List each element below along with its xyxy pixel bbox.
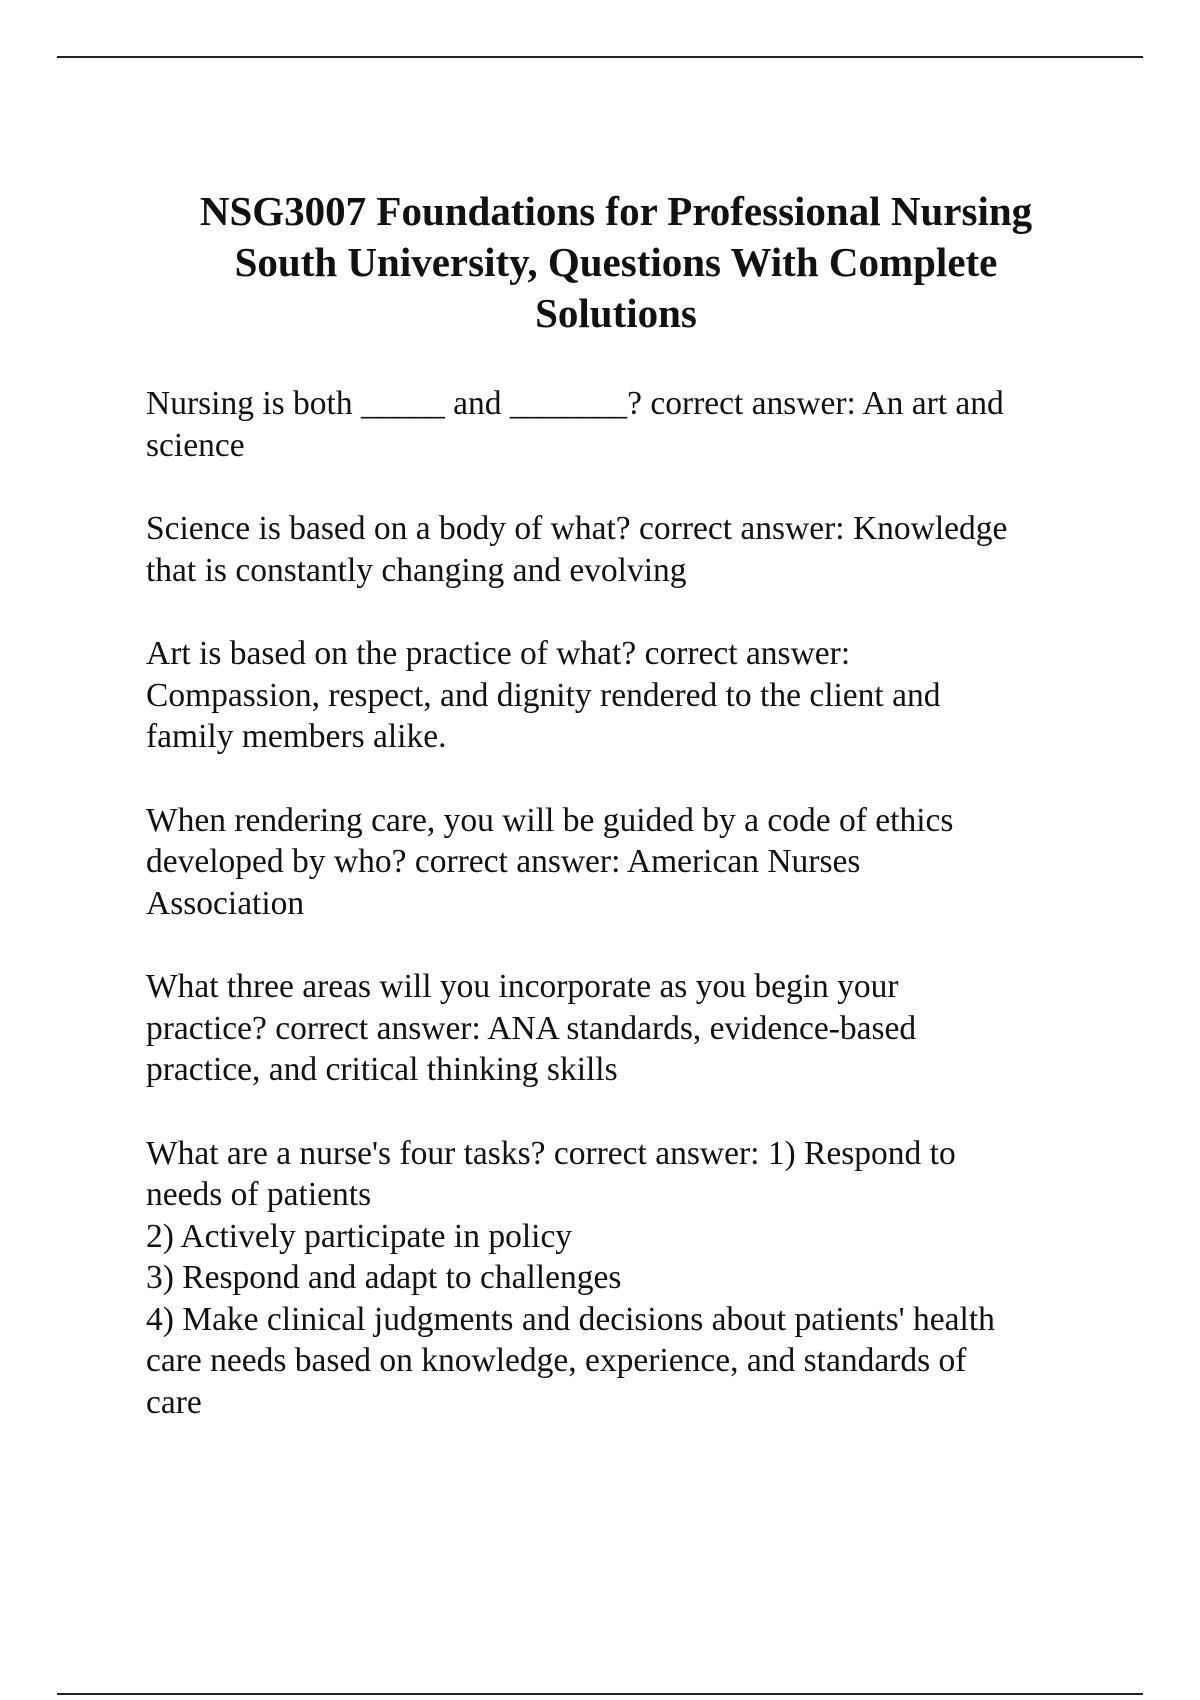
qa-item-art-practice — [146, 633, 1086, 758]
qa-line: developed by who? correct answer: American Nurses — [146, 843, 861, 880]
title-line: Solutions — [535, 290, 697, 336]
qa-line: Art is based on the practice of what? correct answer: — [146, 635, 851, 672]
document-page — [146, 186, 1086, 1465]
qa-line: When rendering care, you will be guided by a code of ethics — [146, 801, 954, 839]
title-line: NSG3007 Foundations for Professional Nursing — [199, 188, 1033, 234]
document-title — [146, 186, 1086, 339]
qa-item-three-areas — [146, 966, 1086, 1091]
qa-line: What three areas will you incorporate as you begin your — [146, 968, 899, 1005]
title-line: South University, Questions With Complete — [234, 239, 998, 285]
qa-list — [146, 383, 1086, 1423]
qa-line: Science is based on a body of what? correct answer: Knowledge — [146, 510, 1008, 547]
qa-line: 2) Actively participate in policy — [146, 1217, 573, 1255]
qa-line: 4) Make clinical judgments and decisions about patients' health — [146, 1300, 995, 1338]
qa-line: care — [146, 1383, 202, 1421]
qa-line: science — [146, 426, 245, 464]
top-rule — [57, 56, 1143, 58]
qa-line: needs of patients — [146, 1176, 372, 1213]
qa-line: that is constantly changing and evolving — [146, 551, 687, 589]
qa-item-science-knowledge — [146, 508, 1086, 591]
qa-line: Nursing is both _____ and _______? correct answer: An art and — [146, 385, 1004, 422]
qa-line: 3) Respond and adapt to challenges — [146, 1259, 622, 1296]
qa-item-four-tasks — [146, 1133, 1086, 1424]
qa-line: family members alike. — [146, 718, 447, 755]
qa-item-art-and-science — [146, 383, 1086, 466]
qa-line: practice? correct answer: ANA standards, evidence-based — [146, 1009, 917, 1047]
qa-line: What are a nurse's four tasks? correct answer: 1) Respond to — [146, 1134, 956, 1172]
qa-line: care needs based on knowledge, experience, and standards of — [146, 1342, 967, 1379]
bottom-rule — [57, 1693, 1143, 1695]
qa-line: Association — [146, 884, 305, 922]
qa-line: Compassion, respect, and dignity rendered to the client and — [146, 676, 941, 714]
qa-line: practice, and critical thinking skills — [146, 1051, 618, 1088]
qa-item-code-of-ethics — [146, 800, 1086, 925]
